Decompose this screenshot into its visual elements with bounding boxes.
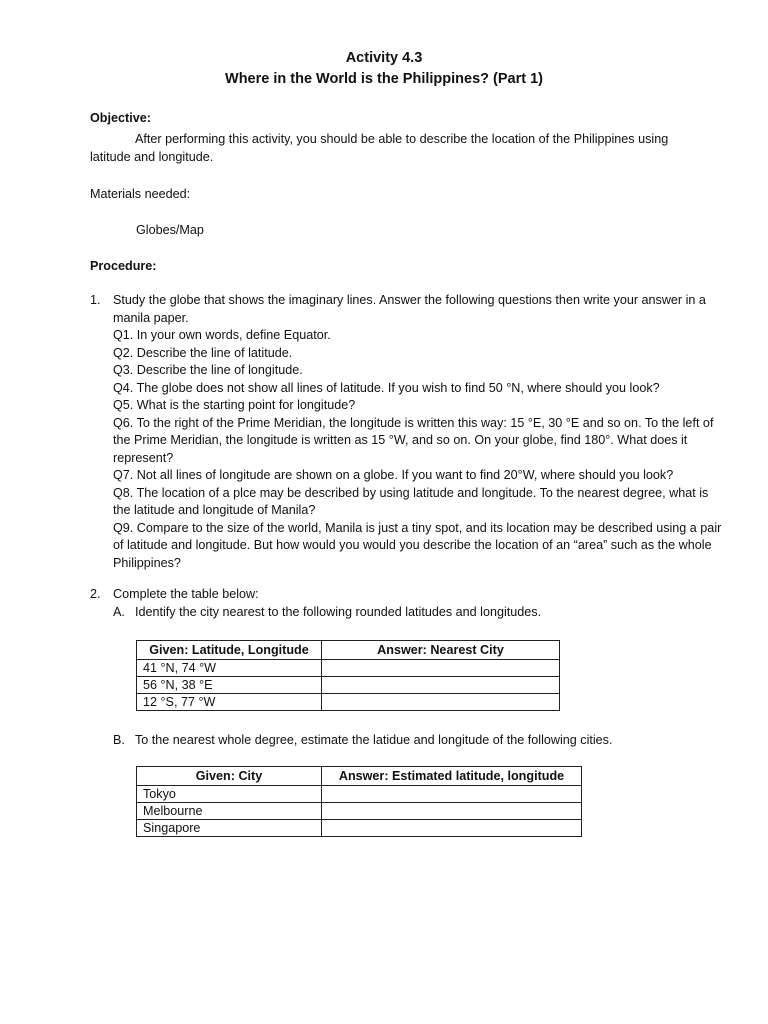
question-item: Q1. In your own words, define Equator. [113, 328, 331, 342]
table-row [137, 786, 582, 803]
table-header-row [137, 767, 582, 786]
answer-cell[interactable] [322, 677, 560, 694]
part-a-text: Identify the city nearest to the following rounded latitudes and longitudes. [135, 605, 542, 619]
estimated-coordinates-table [136, 766, 582, 837]
answer-cell[interactable] [322, 820, 582, 837]
answer-cell[interactable] [322, 660, 560, 677]
question-item: Q8. The location of a plce may be described by using latitude and longitude. To the nearest degree, what is the latitude and longitude of Manila? [113, 485, 709, 517]
page-subtitle: Where in the World is the Philippines? (Part 1) [225, 71, 543, 87]
part-b-instruction [113, 732, 753, 750]
question-item: Q4. The globe does not show all lines of latitude. If you wish to find 50 °N, where should you look? [113, 380, 660, 395]
step-number: 1. [90, 293, 101, 307]
step-1-intro: Study the globe that shows the imaginary lines. Answer the following questions then write your answer in a manila paper. [113, 293, 706, 325]
procedure-label: Procedure: [90, 259, 157, 273]
objective-label: Objective: [90, 111, 151, 125]
given-coordinates-cell: 12 °S, 77 °W [137, 694, 322, 711]
question-item: Q9. Compare to the size of the world, Manila is just a tiny spot, and its location may be described using a pair of latitude and longitude. But how would you would you describe the location of an “area” such as the whole Philippines? [113, 520, 722, 570]
materials-label: Materials needed: [90, 187, 191, 201]
given-city-cell: Tokyo [137, 786, 322, 803]
answer-cell[interactable] [322, 786, 582, 803]
question-item: Q3. Describe the line of longitude. [113, 363, 303, 377]
question-item: Q7. Not all lines of longitude are shown on a globe. If you want to find 20°W, where should you look? [113, 468, 674, 482]
step-1-body [113, 292, 723, 572]
table-header-row [137, 641, 560, 660]
given-city-cell: Singapore [137, 820, 322, 837]
question-item: Q2. Describe the line of latitude. [113, 345, 293, 360]
part-b-letter: B. [113, 733, 125, 747]
page-title: Activity 4.3 [345, 50, 423, 66]
answer-cell[interactable] [322, 803, 582, 820]
objective-text [90, 131, 710, 166]
question-item: Q5. What is the starting point for longitude? [113, 398, 356, 412]
table-row [137, 677, 560, 694]
column-header: Given: Latitude, Longitude [137, 641, 322, 660]
given-coordinates-cell: 41 °N, 74 °W [137, 660, 322, 677]
answer-cell[interactable] [322, 694, 560, 711]
table-row [137, 660, 560, 677]
part-a-instruction [113, 604, 713, 622]
part-a-letter: A. [113, 605, 125, 619]
step-2-intro: Complete the table below: [113, 587, 259, 601]
nearest-city-table [136, 640, 560, 711]
table-row [137, 803, 582, 820]
column-header: Given: City [137, 767, 322, 786]
column-header: Answer: Estimated latitude, longitude [322, 767, 582, 786]
part-b-text: To the nearest whole degree, estimate the latidue and longitude of the following cities. [135, 733, 613, 747]
objective-body: After performing this activity, you should be able to describe the location of the Philippines using latitude and longitude. [90, 132, 669, 164]
table-row [137, 694, 560, 711]
materials-item: Globes/Map [136, 223, 204, 237]
given-city-cell: Melbourne [137, 803, 322, 820]
column-header: Answer: Nearest City [322, 641, 560, 660]
step-number: 2. [90, 587, 101, 601]
given-coordinates-cell: 56 °N, 38 °E [137, 677, 322, 694]
question-item: Q6. To the right of the Prime Meridian, the longitude is written this way: 15 °E, 30 °E and so on. To the left of the Prime Meridian, the longitude is written as 15 °W, and so on. On your globe, find 180°. What does it represent? [113, 415, 714, 465]
table-row [137, 820, 582, 837]
